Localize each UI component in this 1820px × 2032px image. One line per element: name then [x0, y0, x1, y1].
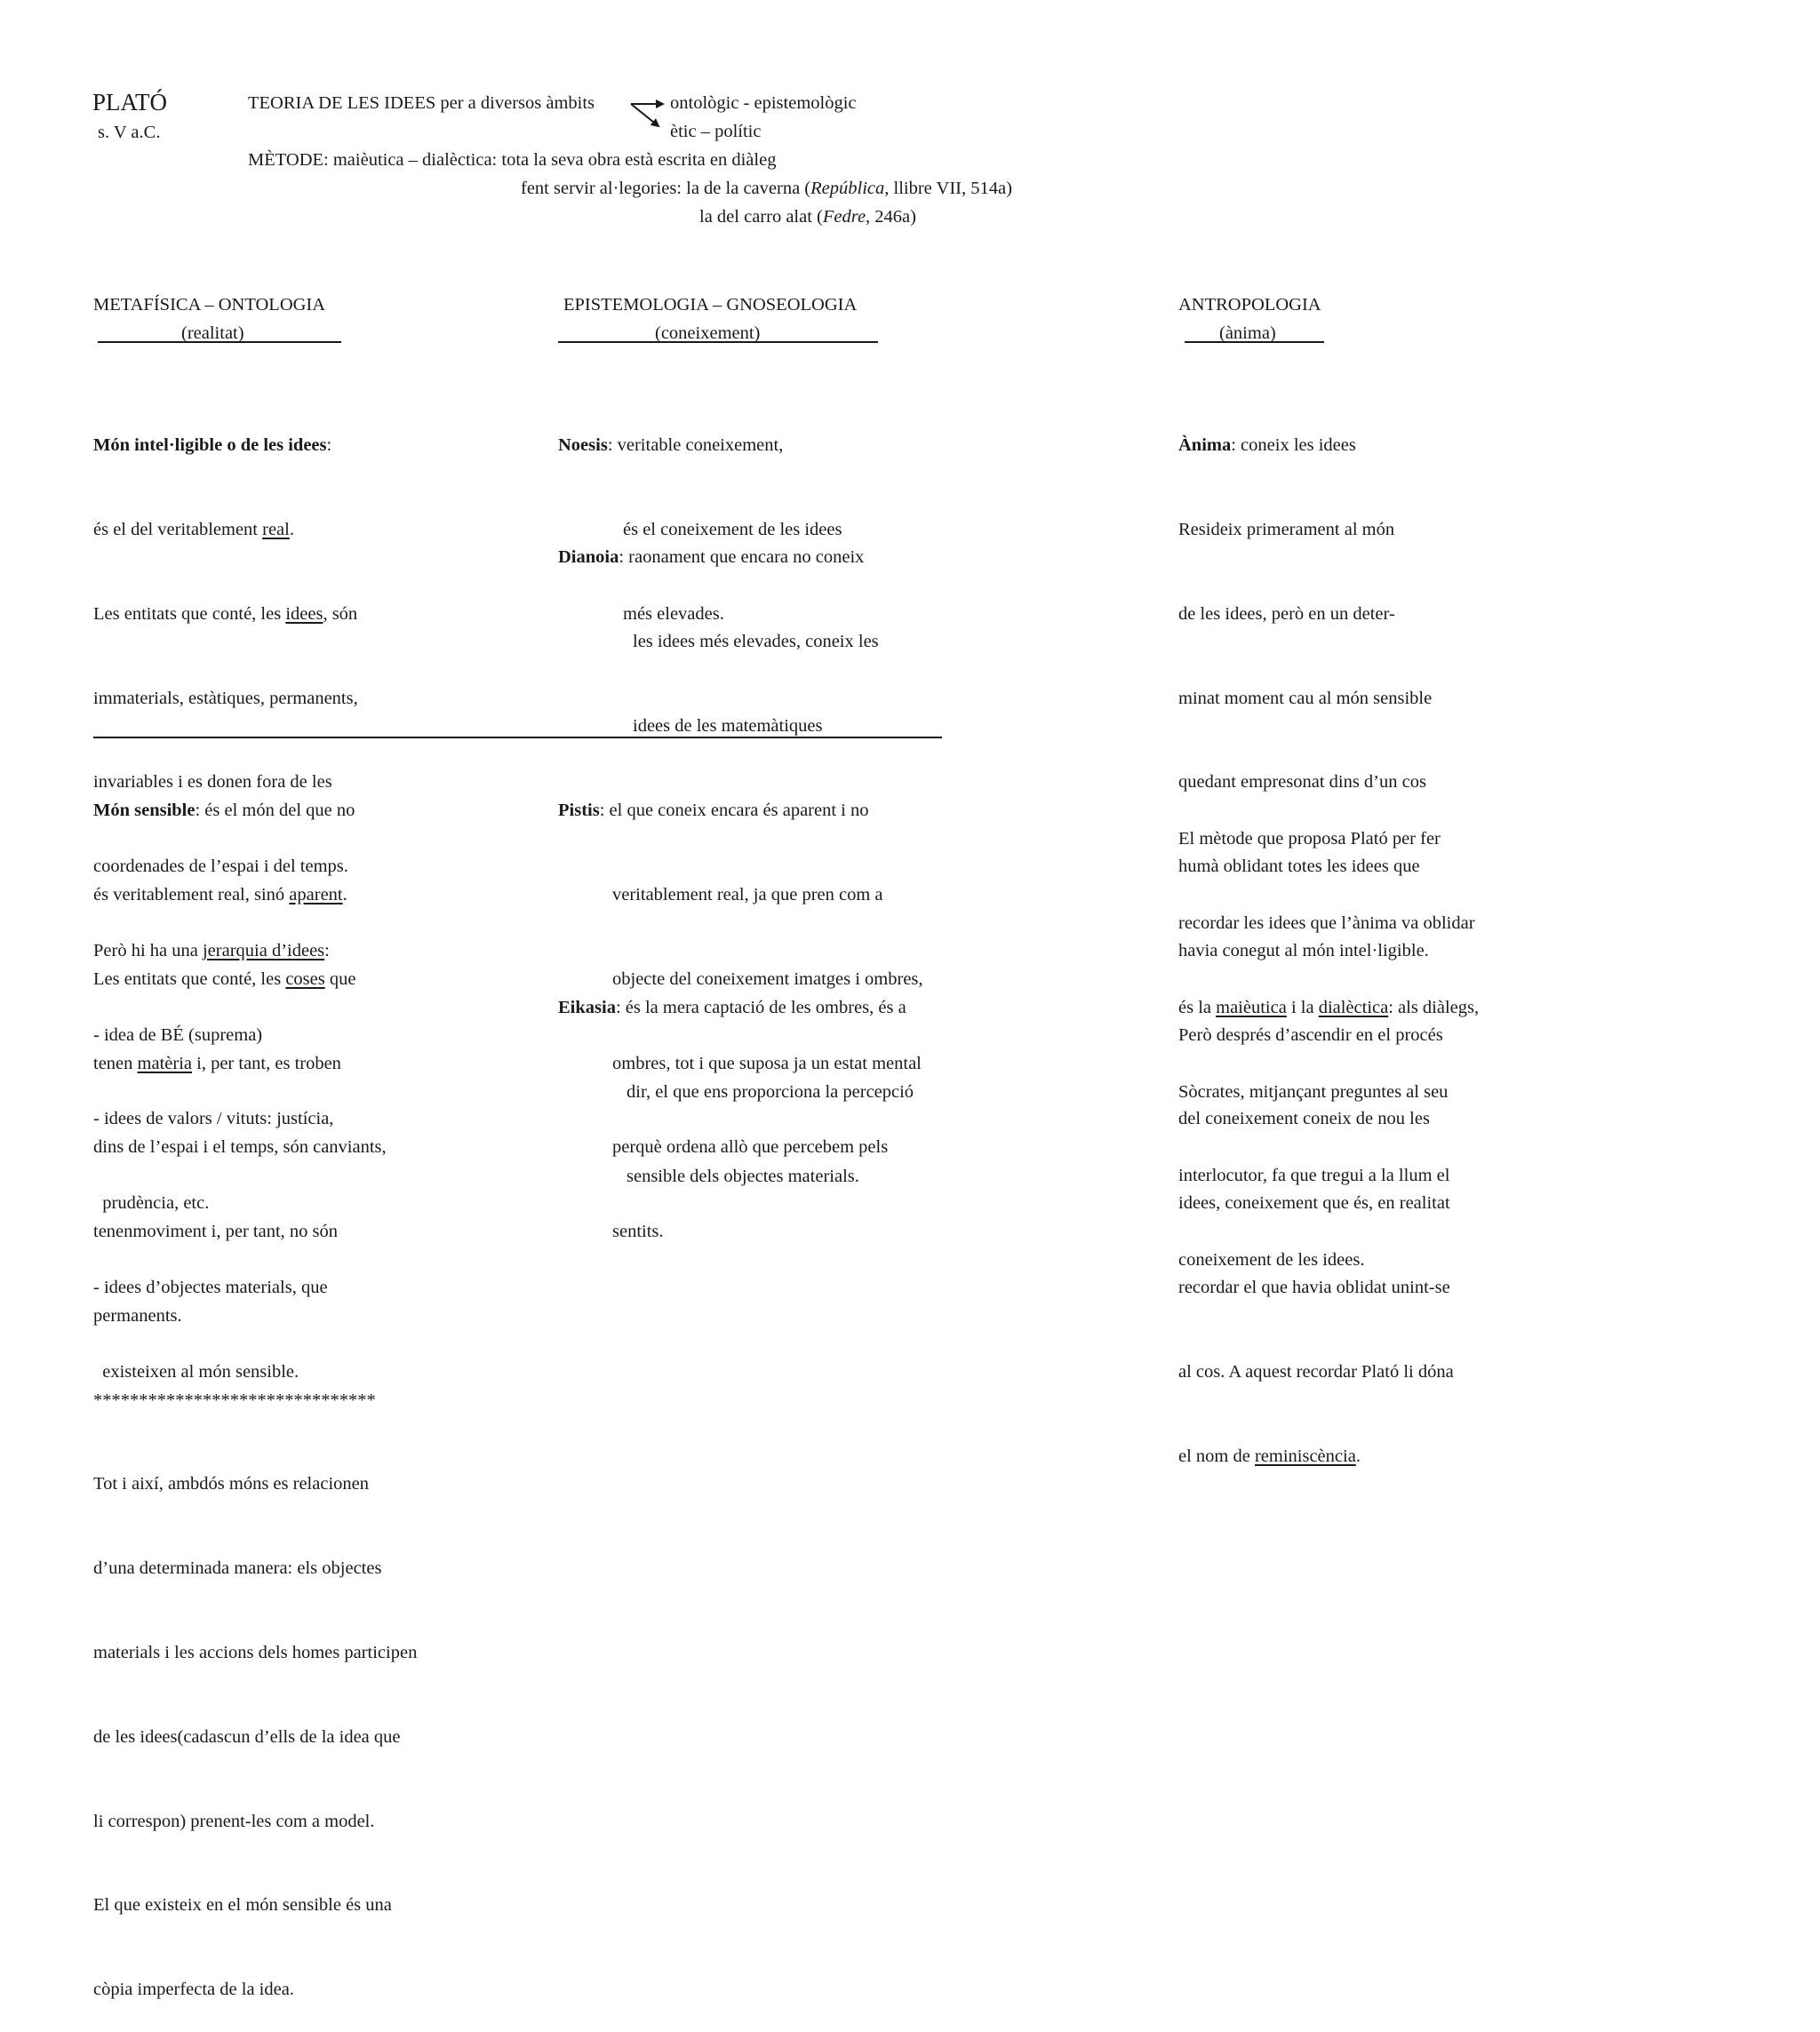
metaphysics-subtitle: (realitat) — [181, 323, 244, 343]
epistemology-subtitle: (coneixement) — [655, 323, 761, 343]
author-name: PLATÓ — [92, 89, 168, 116]
scope-ethical: ètic – polític — [670, 122, 762, 141]
noesis-entry: Noesis: veritable coneixement, és el coneixement de les idees més elevades. — [558, 435, 842, 624]
method-section: El mètode que proposa Plató per fer recordar les idees que l’ànima va oblidar és la maièutica i la dialèctica: als diàlegs, Sòcrates, mitjançant preguntes al seu interlocutor, fa que tregui a la llum el coneixement de les idees. — [1178, 829, 1480, 1271]
author-century: s. V a.C. — [98, 123, 161, 142]
dianoia-term: Dianoia — [558, 547, 619, 568]
epistemology-title: EPISTEMOLOGIA – GNOSEOLOGIA — [563, 295, 858, 315]
sensible-world-section: Món sensible: és el món del que no és veritablement real, sinó aparent. Les entitats que conté, les coses que tenen matèria i, per tant, es troben dins de l’espai i el temps, són canviants, tenenmoviment i, per tant, no són permanents. ******************************* Tot i així, ambdós móns es relacionen d’una determinada manera: els objectes materials i les accions dels homes participen de les idees(cadascun d’ells de la idea que li correspon) prenent-les com a model. El que existeix en el món sensible és una còpia imperfecta de la idea. — [93, 801, 418, 2000]
eikasia-term: Eikasia — [558, 998, 616, 1018]
anima-section: Ànima: coneix les idees Resideix primerament al món de les idees, però en un deter- minat moment cau al món sensible quedant empresonat dins d’un cos humà oblidant totes les idees que havia conegut al món intel·ligible. Però després d’ascendir en el procés del coneixement coneix de nou les idees, coneixement que és, en realitat recordar el que havia oblidat unint-se al cos. A aquest recordar Plató li dóna el nom de reminiscència. — [1178, 435, 1454, 1466]
pistis-term: Pistis — [558, 801, 600, 821]
asterisk-separator: ******************************* — [93, 1390, 376, 1410]
dianoia-entry: Dianoia: raonament que encara no coneix les idees més elevades, coneix les idees de les matemàtiques — [558, 547, 879, 736]
scope-ontological: ontològic - epistemològic — [670, 93, 857, 113]
metaphysics-title: METAFÍSICA – ONTOLOGIA — [93, 295, 326, 315]
allegory-chariot: la del carro alat (Fedre, 246a) — [699, 207, 916, 227]
sensible-world-heading: Món sensible — [93, 801, 196, 821]
anthropology-title: ANTROPOLOGIA — [1178, 295, 1321, 315]
eikasia-entry: Eikasia: és la mera captació de les ombres, és a dir, el que ens proporciona la percepció sensible dels objectes materials. — [558, 998, 914, 1186]
intelligible-world-section: Món intel·ligible o de les idees: és el del veritablement real. Les entitats que conté, les idees, són immaterials, estàtiques, permanents, invariables i es donen fora de les coordenades de l’espai i del temps. Però hi ha una jerarquia d’idees: - idea de BÉ (suprema) - idees de valors / vituts: justícia, prudència, etc. - idees d’objectes materials, que existeixen al món sensible. — [93, 435, 358, 1382]
intelligible-world-heading: Món intel·ligible o de les idees — [93, 435, 327, 456]
branch-arrow-icon — [629, 96, 670, 131]
method-line: MÈTODE: maièutica – dialèctica: tota la seva obra està escrita en diàleg — [248, 150, 777, 170]
theory-label: TEORIA DE LES IDEES per a diversos àmbits — [248, 93, 595, 113]
allegory-cave: fent servir al·legories: la de la caverna (República, llibre VII, 514a) — [521, 179, 1012, 198]
anthropology-subtitle: (ànima) — [1219, 323, 1276, 343]
noesis-term: Noesis — [558, 435, 608, 456]
pistis-entry: Pistis: el que coneix encara és aparent i no veritablement real, ja que pren com a objecte del coneixement imatges i ombres, ombres, tot i que suposa ja un estat mental perquè ordena allò que percebem pels sentits. — [558, 801, 923, 1242]
anima-term: Ànima — [1178, 435, 1232, 456]
